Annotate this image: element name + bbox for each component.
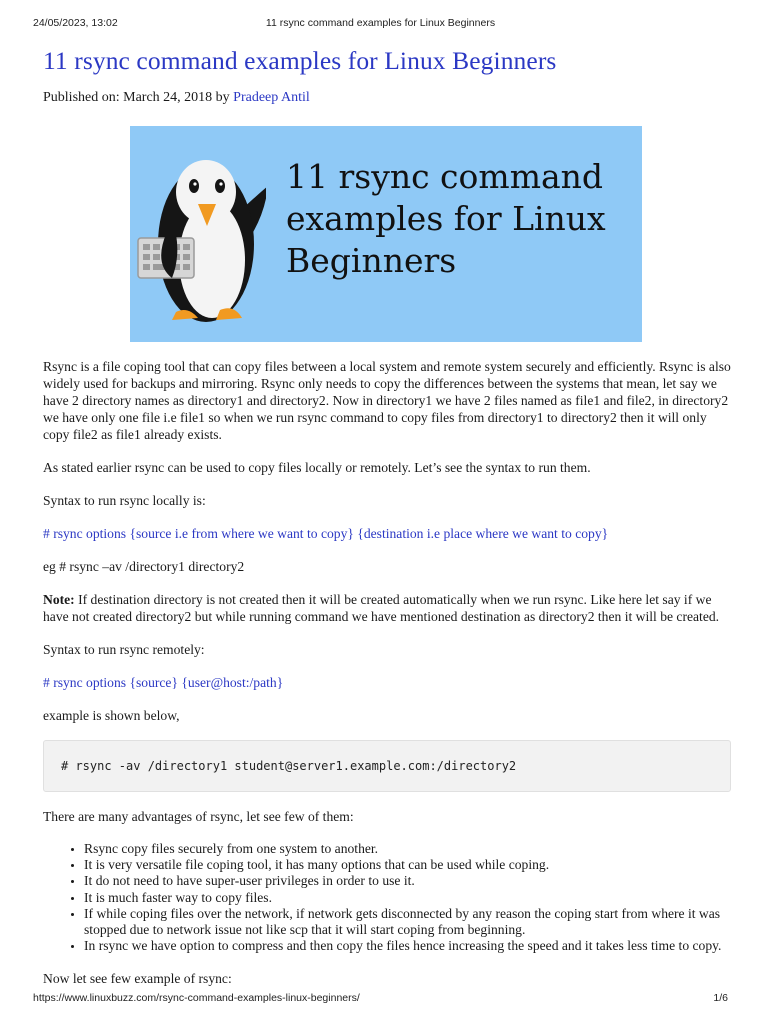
syntax-local-label: Syntax to run rsync locally is: — [43, 493, 206, 508]
print-datetime: 24/05/2023, 13:02 — [33, 17, 118, 29]
syntax-remote: # rsync options {source} {user@host:/path} — [43, 675, 284, 690]
print-footer — [33, 992, 728, 1006]
note-paragraph — [43, 591, 731, 625]
note-label: Note: — [43, 592, 75, 607]
example-local: eg # rsync –av /directory1 directory2 — [43, 559, 245, 574]
list-item: • It is much faster way to copy files. — [84, 890, 731, 906]
syntax-remote-label: Syntax to run rsync remotely: — [43, 642, 205, 657]
list-item: • Rsync copy files securely from one system to another. — [84, 841, 731, 857]
list-item: • If while coping files over the network, if network gets disconnected by any reason the coping start from where it was stopped due to network issue not like scp that it will start coping from beginning. — [84, 906, 731, 938]
article-meta — [43, 89, 731, 107]
print-header — [33, 17, 728, 31]
penguin-icon — [136, 134, 266, 334]
advantages-list — [43, 841, 731, 954]
example-label: example is shown below, — [43, 708, 180, 723]
code-example: # rsync -av /directory1 student@server1.example.com:/directory2 — [61, 759, 517, 773]
author-link[interactable]: Pradeep Antil — [233, 90, 310, 105]
note-text: If destination directory is not created then it will be created automatically when we run rsync. Like here let say if we have not created directory2 but while running command we have mentioned destination as directory2 then it will be created. — [43, 592, 720, 624]
hero-text — [286, 156, 642, 282]
list-item: • It do not need to have super-user privileges in order to use it. — [84, 873, 731, 889]
syntax-local: # rsync options {source i.e from where we want to copy} {destination i.e place where we want to copy} — [43, 526, 609, 541]
hero-line: examples for Linux — [286, 199, 606, 238]
outro-paragraph: Now let see few example of rsync: — [43, 971, 232, 987]
hero-line: Beginners — [286, 241, 457, 280]
intro-paragraph: Rsync is a file coping tool that can copy files between a local system and remote system securely and efficiently. Rsync is also widely used for backups and mirroring. Rsync only needs to copy the differences between the systems that mean, let say we have 2 directory names as directory1 and directory2. Now in directory1 we have 2 files named as file1 and file2, in directory2 we have only one file i.e file1 so when we run rsync command to copy files from directory1 to directory2 then it will only copy file2 as file1 already exists. — [43, 359, 731, 442]
hero-image — [130, 126, 642, 342]
page-number: 1/6 — [713, 992, 728, 1004]
published-date: Published on: March 24, 2018 by — [43, 90, 234, 105]
hero-line: 11 rsync command — [286, 157, 604, 196]
article-title: 11 rsync command examples for Linux Beginners — [43, 46, 557, 75]
advantages-intro: There are many advantages of rsync, let see few of them: — [43, 809, 354, 824]
stated-paragraph: As stated earlier rsync can be used to copy files locally or remotely. Let’s see the syntax to run them. — [43, 460, 591, 475]
print-page-title: 11 rsync command examples for Linux Beginners — [265, 17, 496, 29]
code-block — [43, 740, 731, 792]
list-item: • In rsync we have option to compress and then copy the files hence increasing the speed and it takes less time to copy. — [84, 938, 731, 954]
list-item: • It is very versatile file coping tool, it has many options that can be used while coping. — [84, 857, 731, 873]
print-url: https://www.linuxbuzz.com/rsync-command-examples-linux-beginners/ — [33, 992, 360, 1004]
article — [43, 44, 731, 987]
